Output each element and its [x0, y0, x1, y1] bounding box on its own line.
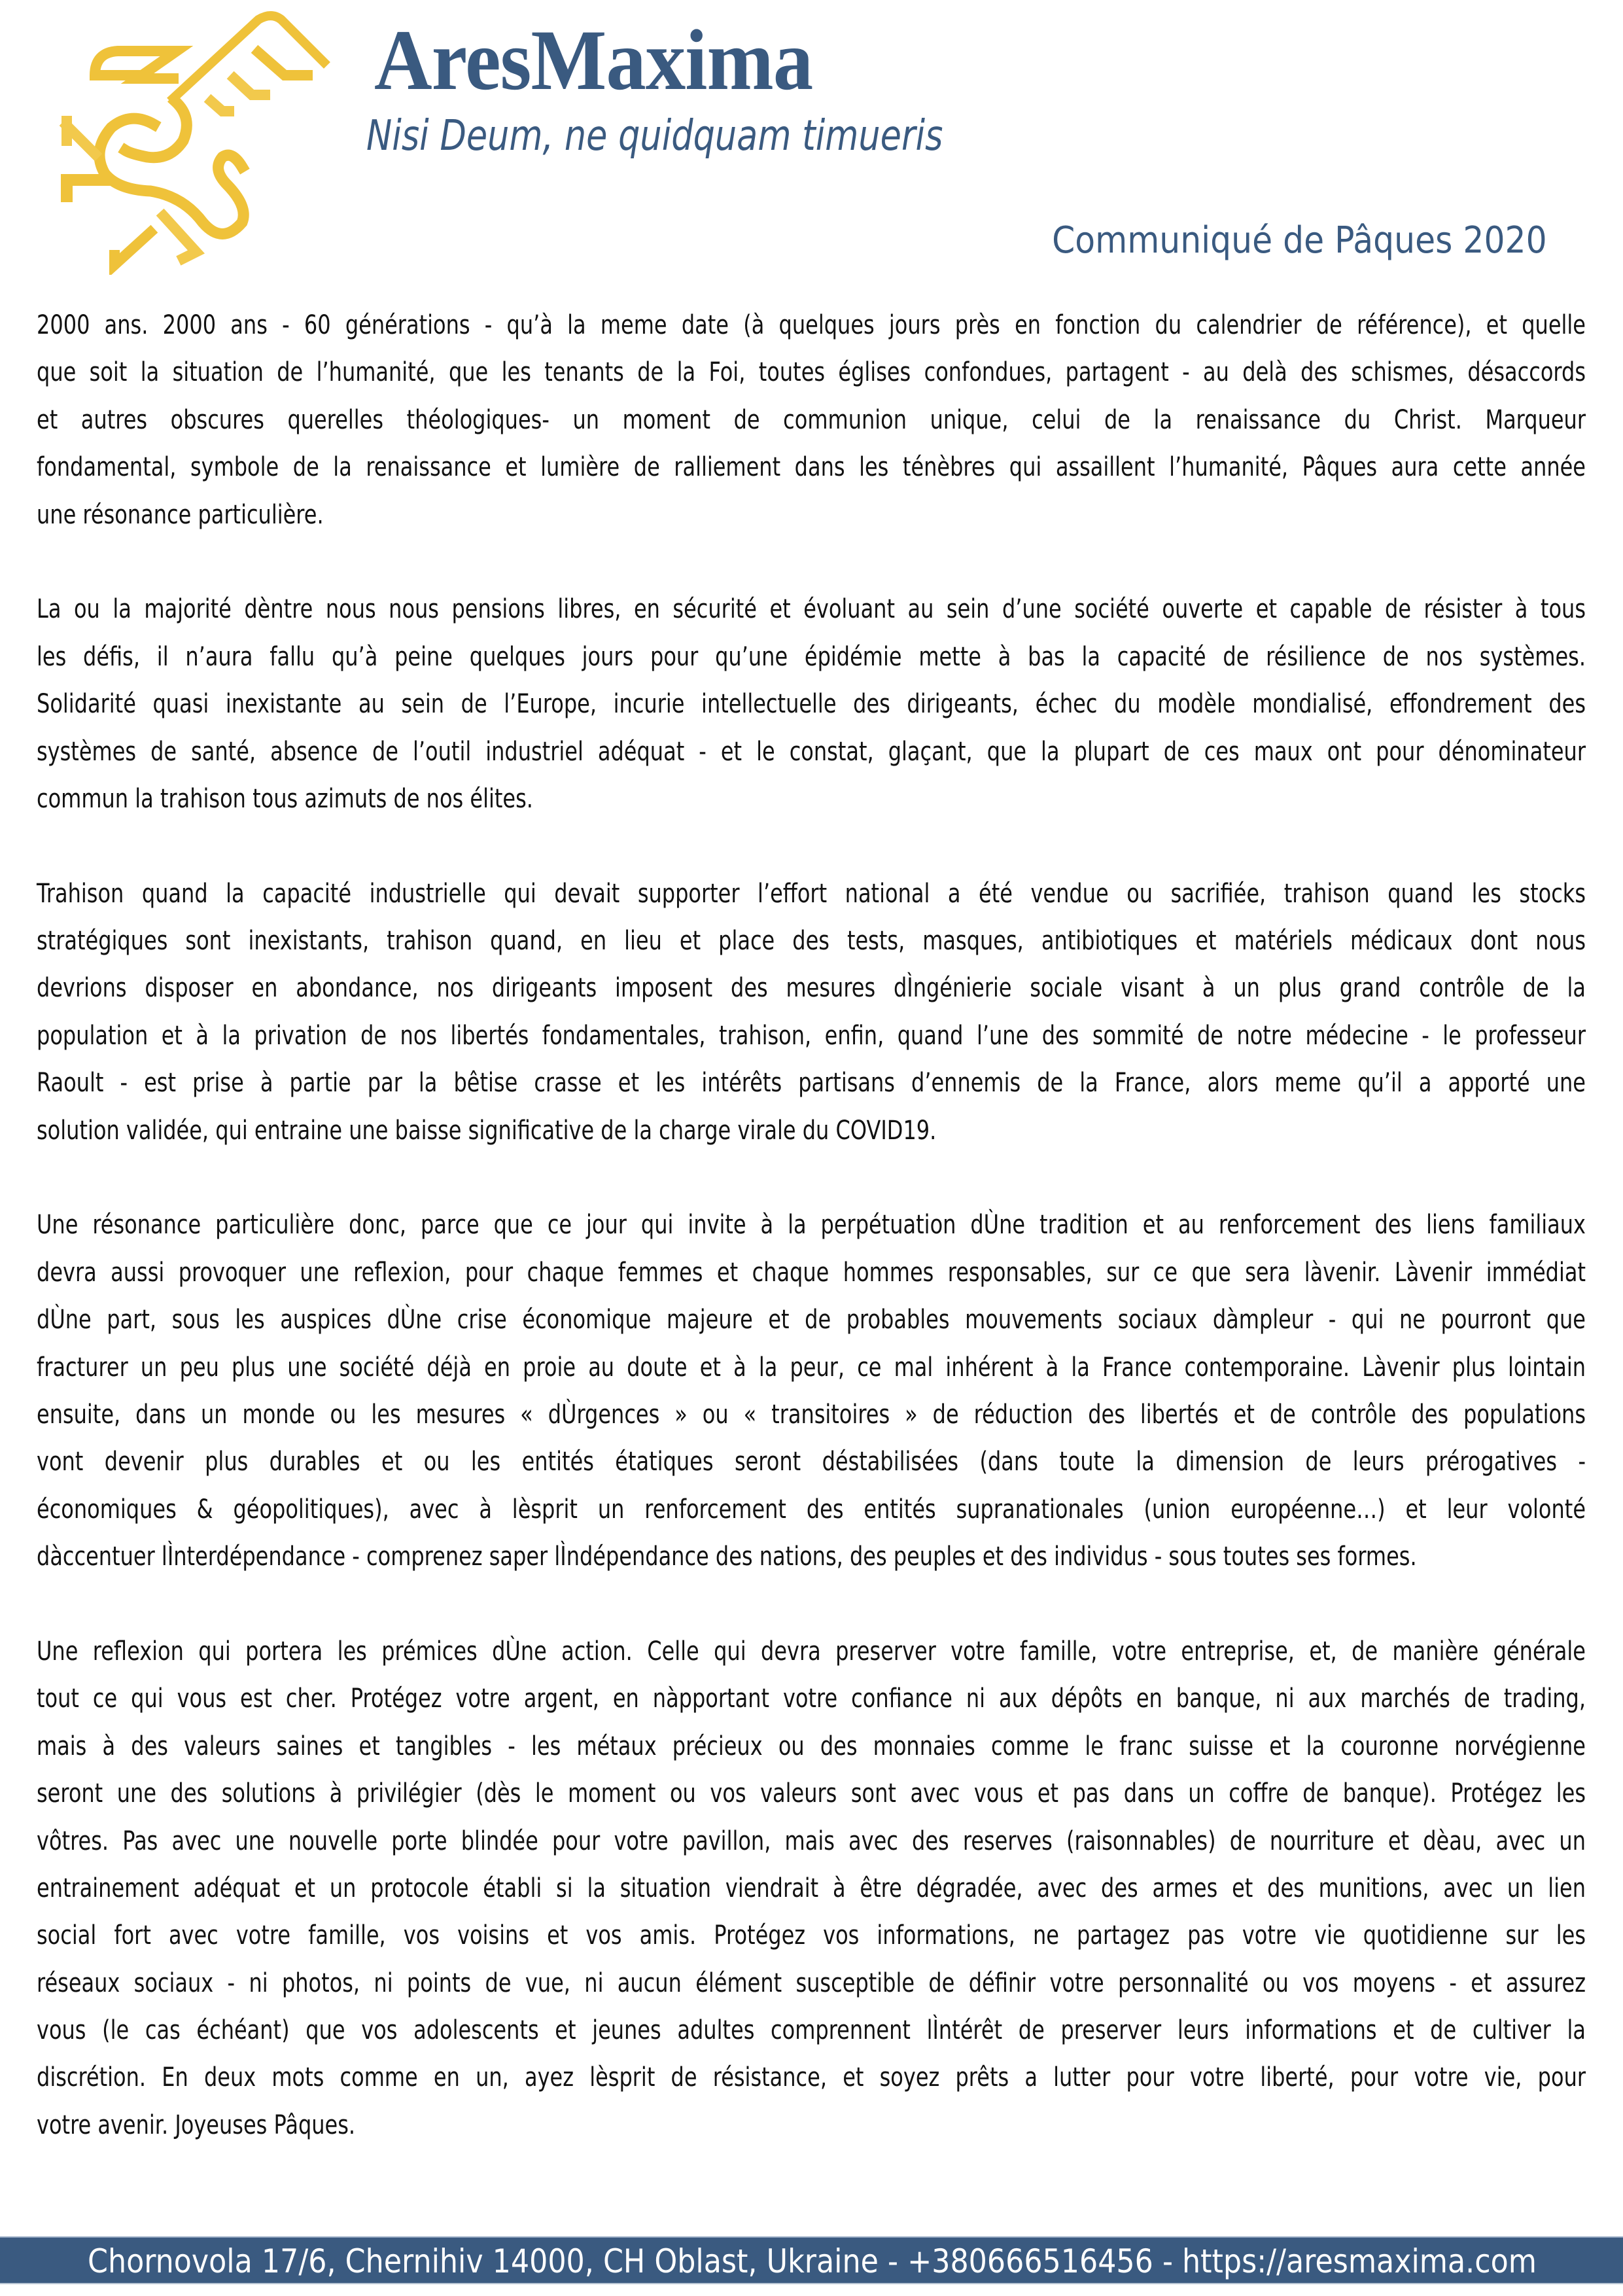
text-line — [37, 1249, 1586, 1296]
text-line — [37, 1012, 1586, 1059]
text-line — [37, 1912, 1586, 1959]
text-line — [37, 302, 1586, 349]
text-line-content: fondamental, symbole de la renaissance et lumière de ralliement dans les ténèbres qui assaillent l’humanité, Pâques aura cette année — [37, 452, 1586, 483]
text-line-content: stratégiques sont inexistants, trahison quand, en lieu et place des tests, masques, antibiotiques et matériels médicaux dont nous — [37, 926, 1586, 957]
text-line-content: Une résonance particulière donc, parce que ce jour qui invite à la perpétuation dÙne tradition et au renforcement des liens familiaux — [37, 1210, 1586, 1241]
logo-serpent-body — [99, 101, 243, 234]
gold-winged-serpent-logo-icon — [26, 0, 340, 275]
logo-left-mark-top — [67, 121, 95, 154]
logo-feather-2 — [234, 79, 265, 95]
text-line-content: tout ce qui vous est cher. Protégez votre argent, en nàpportant votre confiance ni aux dépôts en banque, ni aux marchés de trading, — [37, 1684, 1586, 1714]
text-line — [37, 1344, 1586, 1391]
text-line — [37, 1818, 1586, 1865]
logo-lower-mark-left — [114, 232, 150, 265]
text-line — [37, 1391, 1586, 1438]
text-line-content: vont devenir plus durables et ou les entités étatiques seront déstabilisées (dans toute la dimension de leurs prérogatives - — [37, 1447, 1586, 1477]
brand-name: AresMaxima — [374, 12, 813, 108]
text-line — [37, 1107, 1586, 1154]
text-line — [37, 870, 1586, 917]
brand-tagline: Nisi Deum, ne quidquam timueris — [366, 112, 943, 160]
text-line — [37, 2054, 1586, 2101]
text-line-content: vous (le cas échéant) que vos adolescents et jeunes adultes comprennent lÌntérêt de preserver leurs informations et de cultiver la — [37, 2015, 1586, 2046]
document-title: Communiqué de Pâques 2020 — [1052, 219, 1547, 262]
text-line-content: que soit la situation de l’humanité, que les tenants de la Foi, toutes églises confondues, partagent - au delà des schismes, désaccords — [37, 357, 1586, 388]
text-line-content: Une reflexion qui portera les prémices dÙne action. Celle qui devra preserver votre famille, votre entreprise, et, de manière générale — [37, 1636, 1586, 1667]
footer-bar — [0, 2236, 1623, 2284]
text-line — [37, 964, 1586, 1012]
text-line — [37, 1723, 1586, 1770]
text-line — [37, 1296, 1586, 1343]
text-line — [37, 2007, 1586, 2054]
text-line — [37, 775, 1586, 822]
text-line — [37, 2102, 1586, 2149]
text-line-content: Trahison quand la capacité industrielle qui devait supporter l’effort national a été vendue ou sacrifiée, trahison quand les stocks — [37, 878, 1586, 909]
text-line — [37, 1438, 1586, 1485]
text-line — [37, 633, 1586, 680]
text-line — [37, 444, 1586, 491]
text-line-content: mais à des valeurs saines et tangibles - les métaux précieux ou des monnaies comme le franc suisse et la couronne norvégienne — [37, 1731, 1586, 1761]
text-line — [37, 1533, 1586, 1580]
text-line — [37, 1486, 1586, 1533]
text-line-content: devra aussi provoquer une reflexion, pour chaque femmes et chaque hommes responsables, sur ce que sera làvenir. Làvenir immédiat — [37, 1257, 1586, 1288]
text-line — [37, 680, 1586, 728]
text-line — [37, 397, 1586, 444]
document-body — [37, 302, 1586, 2197]
text-line-content: vôtres. Pas avec une nouvelle porte blindée pour votre pavillon, mais avec des reserves (raisonnables) de nourriture et dèau, avec un — [37, 1826, 1586, 1856]
text-line-content: fracturer un peu plus une société déjà en proie au doute et à la peur, ce mal inhérent à la France contemporaine. Làvenir plus lointain — [37, 1352, 1586, 1383]
text-line-content: économiques & géopolitiques), avec à lèsprit un renforcement des entités supranationales (union européenne…) et leur volonté — [37, 1494, 1586, 1525]
logo-lower-mark-right — [164, 216, 196, 258]
text-line — [37, 491, 1586, 539]
text-line-content: seront une des solutions à privilégier (dès le moment ou vos valeurs sont avec vous et pas dans un coffre de banque). Protégez les — [37, 1778, 1586, 1809]
text-line-content: social fort avec votre famille, vos voisins et vos amis. Protégez vos informations, ne partagez pas votre vie quotidienne sur les — [37, 1920, 1586, 1951]
text-line-content: devrions disposer en abondance, nos dirigeants imposent des mesures dÌngénierie sociale visant à un plus grand contrôle de la — [37, 973, 1586, 1004]
paragraph-2 — [37, 586, 1586, 822]
text-line — [37, 1675, 1586, 1722]
logo-feather-3 — [211, 101, 229, 111]
text-line-content: et autres obscures querelles théologiques- un moment de communion unique, celui de la renaissance du Christ. Marqueur — [37, 404, 1586, 435]
text-line-content: dàccentuer lÌnterdépendance - comprenez saper lÌndépendance des nations, des peuples et des individus - sous toutes ses formes. — [37, 1542, 1417, 1572]
text-line-content: La ou la majorité dèntre nous nous pensions libres, en sécurité et évoluant au sein d’une société ouverte et capable de résister à tous — [37, 594, 1586, 625]
text-line-content: ensuite, dans un monde ou les mesures « dÙrgences » ou « transitoires » de réduction des libertés et de contrôle des populations — [37, 1399, 1586, 1430]
logo-left-mark-bottom — [67, 180, 105, 196]
text-line-content: solution validée, qui entraine une baisse significative de la charge virale du COVID19. — [37, 1115, 937, 1146]
logo-head-hook — [95, 51, 177, 79]
text-line — [37, 728, 1586, 775]
text-line-content: une résonance particulière. — [37, 499, 324, 530]
text-line — [37, 586, 1586, 633]
text-line — [37, 1770, 1586, 1817]
text-line-content: Raoult - est prise à partie par la bêtise crasse et les intérêts partisans d’ennemis de la France, alors meme qu’il a apporté une — [37, 1068, 1586, 1099]
paragraph-3 — [37, 870, 1586, 1154]
text-line-content: 2000 ans. 2000 ans - 60 générations - qu’à la meme date (à quelques jours près en fonction du calendrier de référence), et quelle — [37, 310, 1586, 340]
text-line — [37, 1865, 1586, 1912]
text-line-content: systèmes de santé, absence de l’outil industriel adéquat - et le constat, glaçant, que la plupart de ces maux ont pour dénominateur — [37, 736, 1586, 767]
text-line — [37, 1628, 1586, 1675]
text-line-content: Solidarité quasi inexistante au sein de l’Europe, incurie intellectuelle des dirigeants, échec du modèle mondialisé, effondrement des — [37, 689, 1586, 720]
text-line — [37, 1960, 1586, 2007]
paragraph-1 — [37, 302, 1586, 539]
text-line-content: commun la trahison tous azimuts de nos élites. — [37, 783, 533, 814]
logo-feather-1 — [258, 52, 307, 75]
text-line-content: réseaux sociaux - ni photos, ni points de vue, ni aucun élément susceptible de définir votre personnalité ou vos moyens - et assurez — [37, 1968, 1586, 1998]
paragraph-4 — [37, 1201, 1586, 1580]
text-line-content: entrainement adéquat et un protocole établi si la situation viendrait à être dégradée, avec des armes et des munitions, avec un lien — [37, 1873, 1586, 1903]
text-line — [37, 1201, 1586, 1248]
text-line-content: dÙne part, sous les auspices dÙne crise économique majeure et de probables mouvements sociaux dàmpleur - qui ne pourront que — [37, 1305, 1586, 1335]
text-line-content: population et à la privation de nos libertés fondamentales, trahison, enfin, quand l’une des sommité de notre médecine - le professeur — [37, 1020, 1586, 1051]
text-line-content: discrétion. En deux mots comme en un, ayez lèsprit de résistance, et soyez prêts a lutter pour votre liberté, pour votre vie, pour — [37, 2062, 1586, 2093]
text-line — [37, 349, 1586, 396]
text-line — [37, 917, 1586, 964]
footer-contact-line: Chornovola 17/6, Chernihiv 14000, CH Oblast, Ukraine - +380666516456 - https://aresmaxima.com — [88, 2242, 1537, 2280]
text-line — [37, 1059, 1586, 1106]
text-line-content: les défis, il n’aura fallu qu’à peine quelques jours pour qu’une épidémie mette à bas la capacité de résilience de nos systèmes. — [37, 641, 1586, 672]
text-line-content: votre avenir. Joyeuses Pâques. — [37, 2110, 356, 2140]
paragraph-5 — [37, 1628, 1586, 2149]
